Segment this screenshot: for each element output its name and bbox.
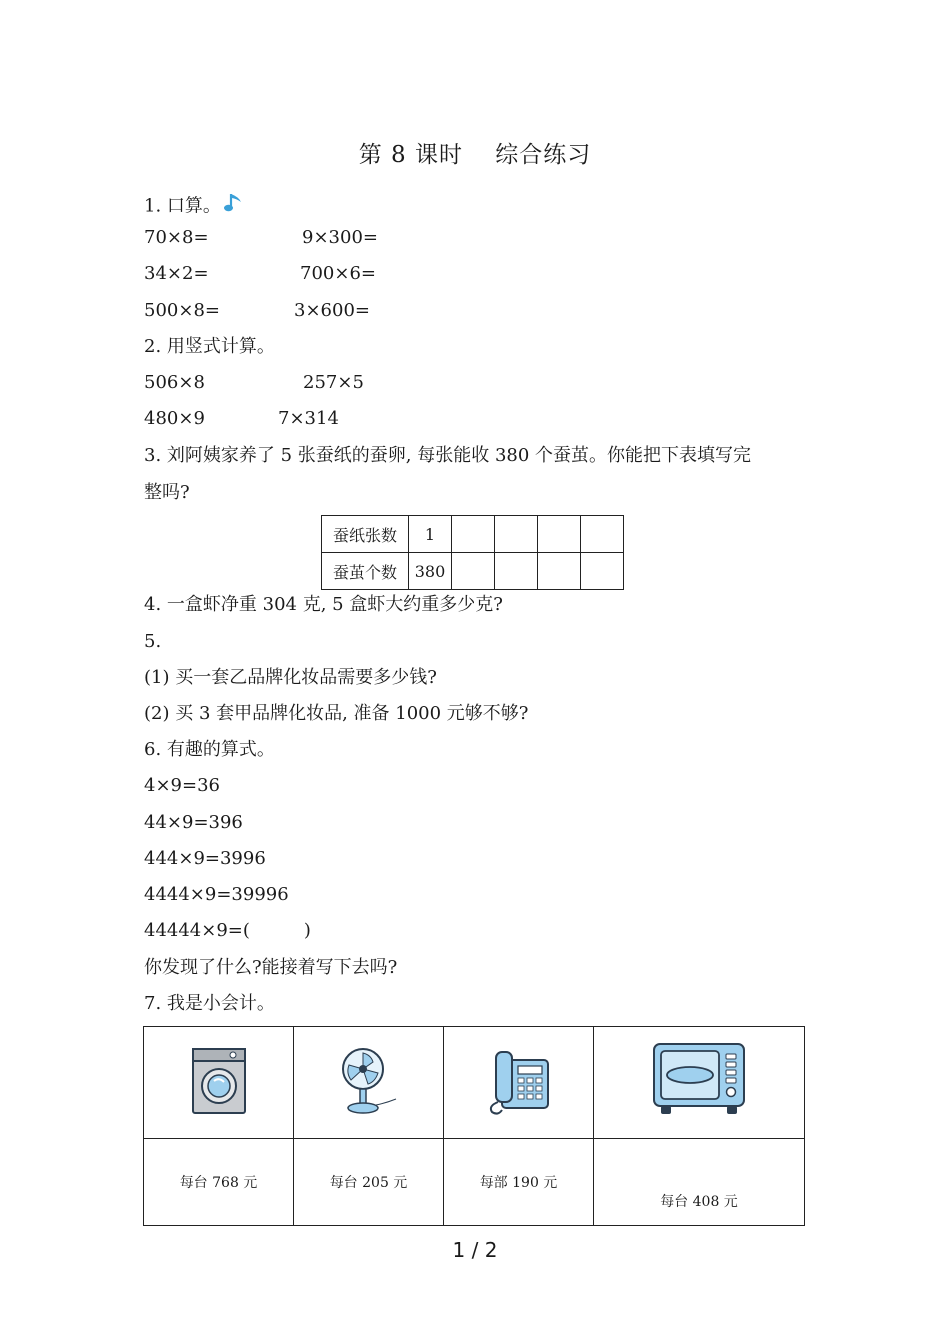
table-header-sheets: 蚕纸张数 <box>322 516 409 553</box>
microwave-cell <box>594 1027 805 1139</box>
q6-question: 你发现了什么?能接着写下去吗? <box>144 957 398 978</box>
q2-row-1-left: 506×8 <box>144 372 205 393</box>
telephone-cell <box>444 1027 594 1139</box>
table-row <box>144 1027 805 1139</box>
q1-row-3-left: 500×8= <box>144 300 220 321</box>
q6-line-2: 44×9=396 <box>144 812 243 833</box>
music-note-icon <box>223 191 245 222</box>
q6-line-3: 444×9=3996 <box>144 848 266 869</box>
q6-line-1: 4×9=36 <box>144 775 220 796</box>
q5-sub-1: (1) 买一套乙品牌化妆品需要多少钱? <box>144 667 437 688</box>
appliance-price-table <box>143 1026 805 1226</box>
table-cell: 380 <box>409 553 452 590</box>
page-title: 第 8 课时 综合练习 <box>358 142 592 168</box>
washing-machine-cell <box>144 1027 294 1139</box>
price-telephone: 每部 190 元 <box>444 1139 594 1226</box>
price-washing-machine: 每台 768 元 <box>144 1139 294 1226</box>
q2-row-1-right: 257×5 <box>303 372 364 393</box>
telephone-icon <box>486 1046 552 1116</box>
table-row <box>144 1139 805 1226</box>
q1-heading <box>144 191 245 222</box>
table-cell-blank[interactable] <box>452 553 495 590</box>
q1-row-2-left: 34×2= <box>144 263 209 284</box>
electric-fan-icon <box>338 1045 400 1117</box>
q6-line-4: 4444×9=39996 <box>144 884 289 905</box>
q3-line-2: 整吗? <box>144 482 190 503</box>
q1-row-1-right: 9×300= <box>302 227 378 248</box>
price-microwave: 每台 408 元 <box>594 1139 805 1226</box>
q1-row-2-right: 700×6= <box>300 263 376 284</box>
table-cell-blank[interactable] <box>581 516 624 553</box>
table-cell-blank[interactable] <box>495 516 538 553</box>
table-cell-blank[interactable] <box>538 516 581 553</box>
q1-row-3-right: 3×600= <box>294 300 370 321</box>
q5-sub-2: (2) 买 3 套甲品牌化妆品, 准备 1000 元够不够? <box>144 703 529 724</box>
q6-heading: 6. 有趣的算式。 <box>144 739 275 760</box>
table-cell-blank[interactable] <box>538 553 581 590</box>
q7-heading: 7. 我是小会计。 <box>144 993 275 1014</box>
silkworm-table <box>321 515 624 590</box>
table-cell-blank[interactable] <box>452 516 495 553</box>
q4-text: 4. 一盒虾净重 304 克, 5 盒虾大约重多少克? <box>144 594 503 615</box>
page-indicator: 1 / 2 <box>452 1238 498 1262</box>
table-cell-blank[interactable] <box>495 553 538 590</box>
q3-line-1: 3. 刘阿姨家养了 5 张蚕纸的蚕卵, 每张能收 380 个蚕茧。你能把下表填写完 <box>144 445 752 466</box>
table-cell-blank[interactable] <box>581 553 624 590</box>
q2-heading: 2. 用竖式计算。 <box>144 336 275 357</box>
table-header-cocoons: 蚕茧个数 <box>322 553 409 590</box>
q6-line-5: 44444×9=( ) <box>144 920 311 941</box>
table-cell: 1 <box>409 516 452 553</box>
q1-row-1-left: 70×8= <box>144 227 209 248</box>
q2-row-2-left: 480×9 <box>144 408 205 429</box>
table-row <box>322 553 624 590</box>
microwave-icon <box>651 1040 747 1122</box>
q1-heading-text: 1. 口算。 <box>144 195 221 217</box>
q5-heading: 5. <box>144 631 162 652</box>
price-electric-fan: 每台 205 元 <box>294 1139 444 1226</box>
washing-machine-icon <box>189 1046 249 1116</box>
q2-row-2-right: 7×314 <box>278 408 339 429</box>
electric-fan-cell <box>294 1027 444 1139</box>
table-row <box>322 516 624 553</box>
